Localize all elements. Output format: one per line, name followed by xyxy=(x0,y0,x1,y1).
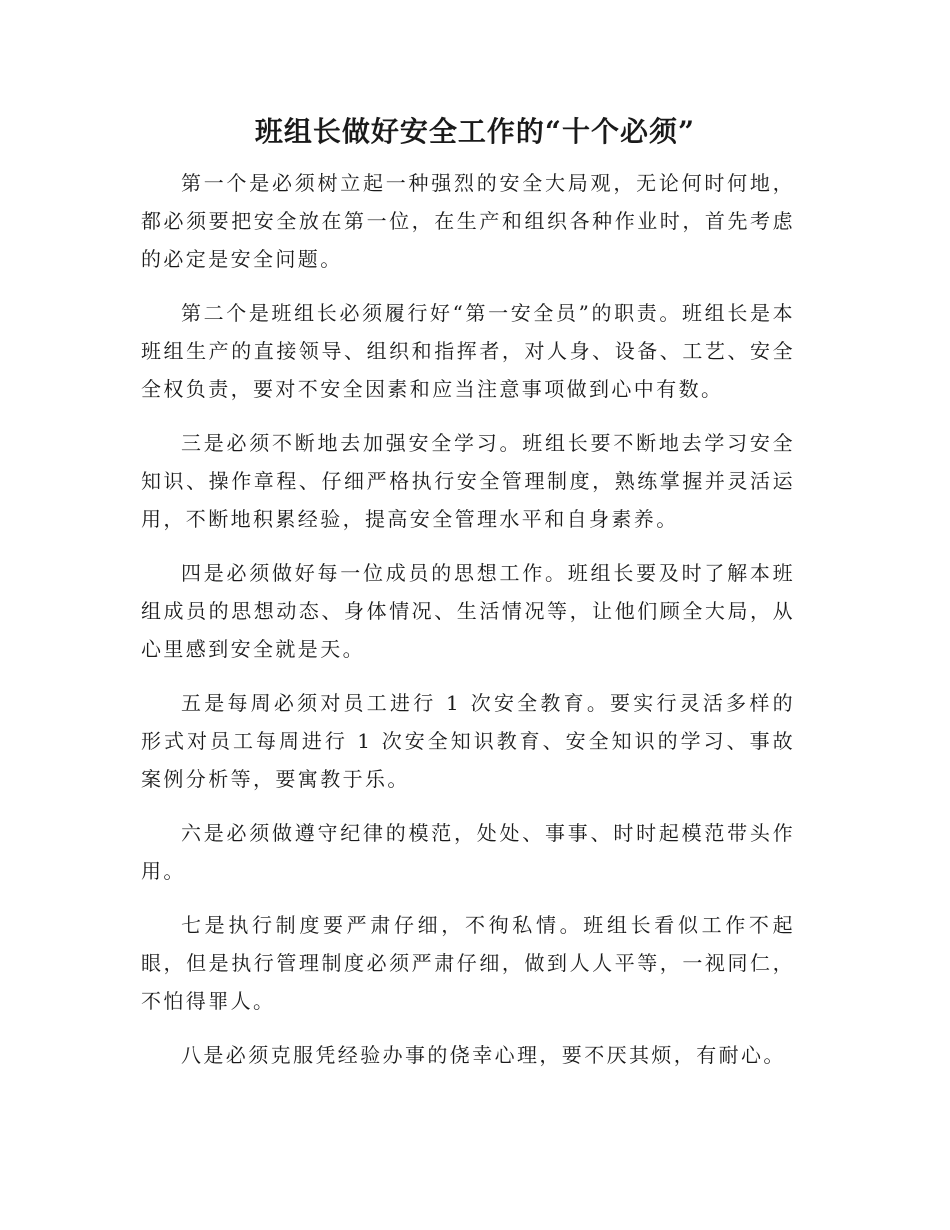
paragraph-6: 六是必须做遵守纪律的模范，处处、事事、时时起模范带头作用。 xyxy=(141,821,795,883)
paragraph-5: 五是每周必须对员工进行 1 次安全教育。要实行灵活多样的形式对员工每周进行 1 次安全知识教育、安全知识的学习、事故案例分析等，要寓教于乐。 xyxy=(141,691,795,791)
paragraph-3: 三是必须不断地去加强安全学习。班组长要不断地去学习安全知识、操作章程、仔细严格执行安全管理制度，熟练掌握并灵活运用，不断地积累经验，提高安全管理水平和自身素养。 xyxy=(141,431,795,531)
paragraph-4: 四是必须做好每一位成员的思想工作。班组长要及时了解本班组成员的思想动态、身体情况、生活情况等，让他们顾全大局，从心里感到安全就是天。 xyxy=(141,561,795,661)
paragraph-1: 第一个是必须树立起一种强烈的安全大局观，无论何时何地，都必须要把安全放在第一位，在生产和组织各种作业时，首先考虑的必定是安全问题。 xyxy=(141,171,795,271)
document-body xyxy=(141,164,795,1090)
paragraph-8: 八是必须克服凭经验办事的侥幸心理，要不厌其烦，有耐心。 xyxy=(181,1043,786,1067)
paragraph-2: 第二个是班组长必须履行好“第一安全员”的职责。班组长是本班组生产的直接领导、组织和指挥者，对人身、设备、工艺、安全全权负责，要对不安全因素和应当注意事项做到心中有数。 xyxy=(141,301,795,401)
document-title: 班组长做好安全工作的“十个必须” xyxy=(254,115,696,148)
paragraph-7: 七是执行制度要严肃仔细，不徇私情。班组长看似工作不起眼，但是执行管理制度必须严肃仔细，做到人人平等，一视同仁，不怕得罪人。 xyxy=(141,913,795,1013)
